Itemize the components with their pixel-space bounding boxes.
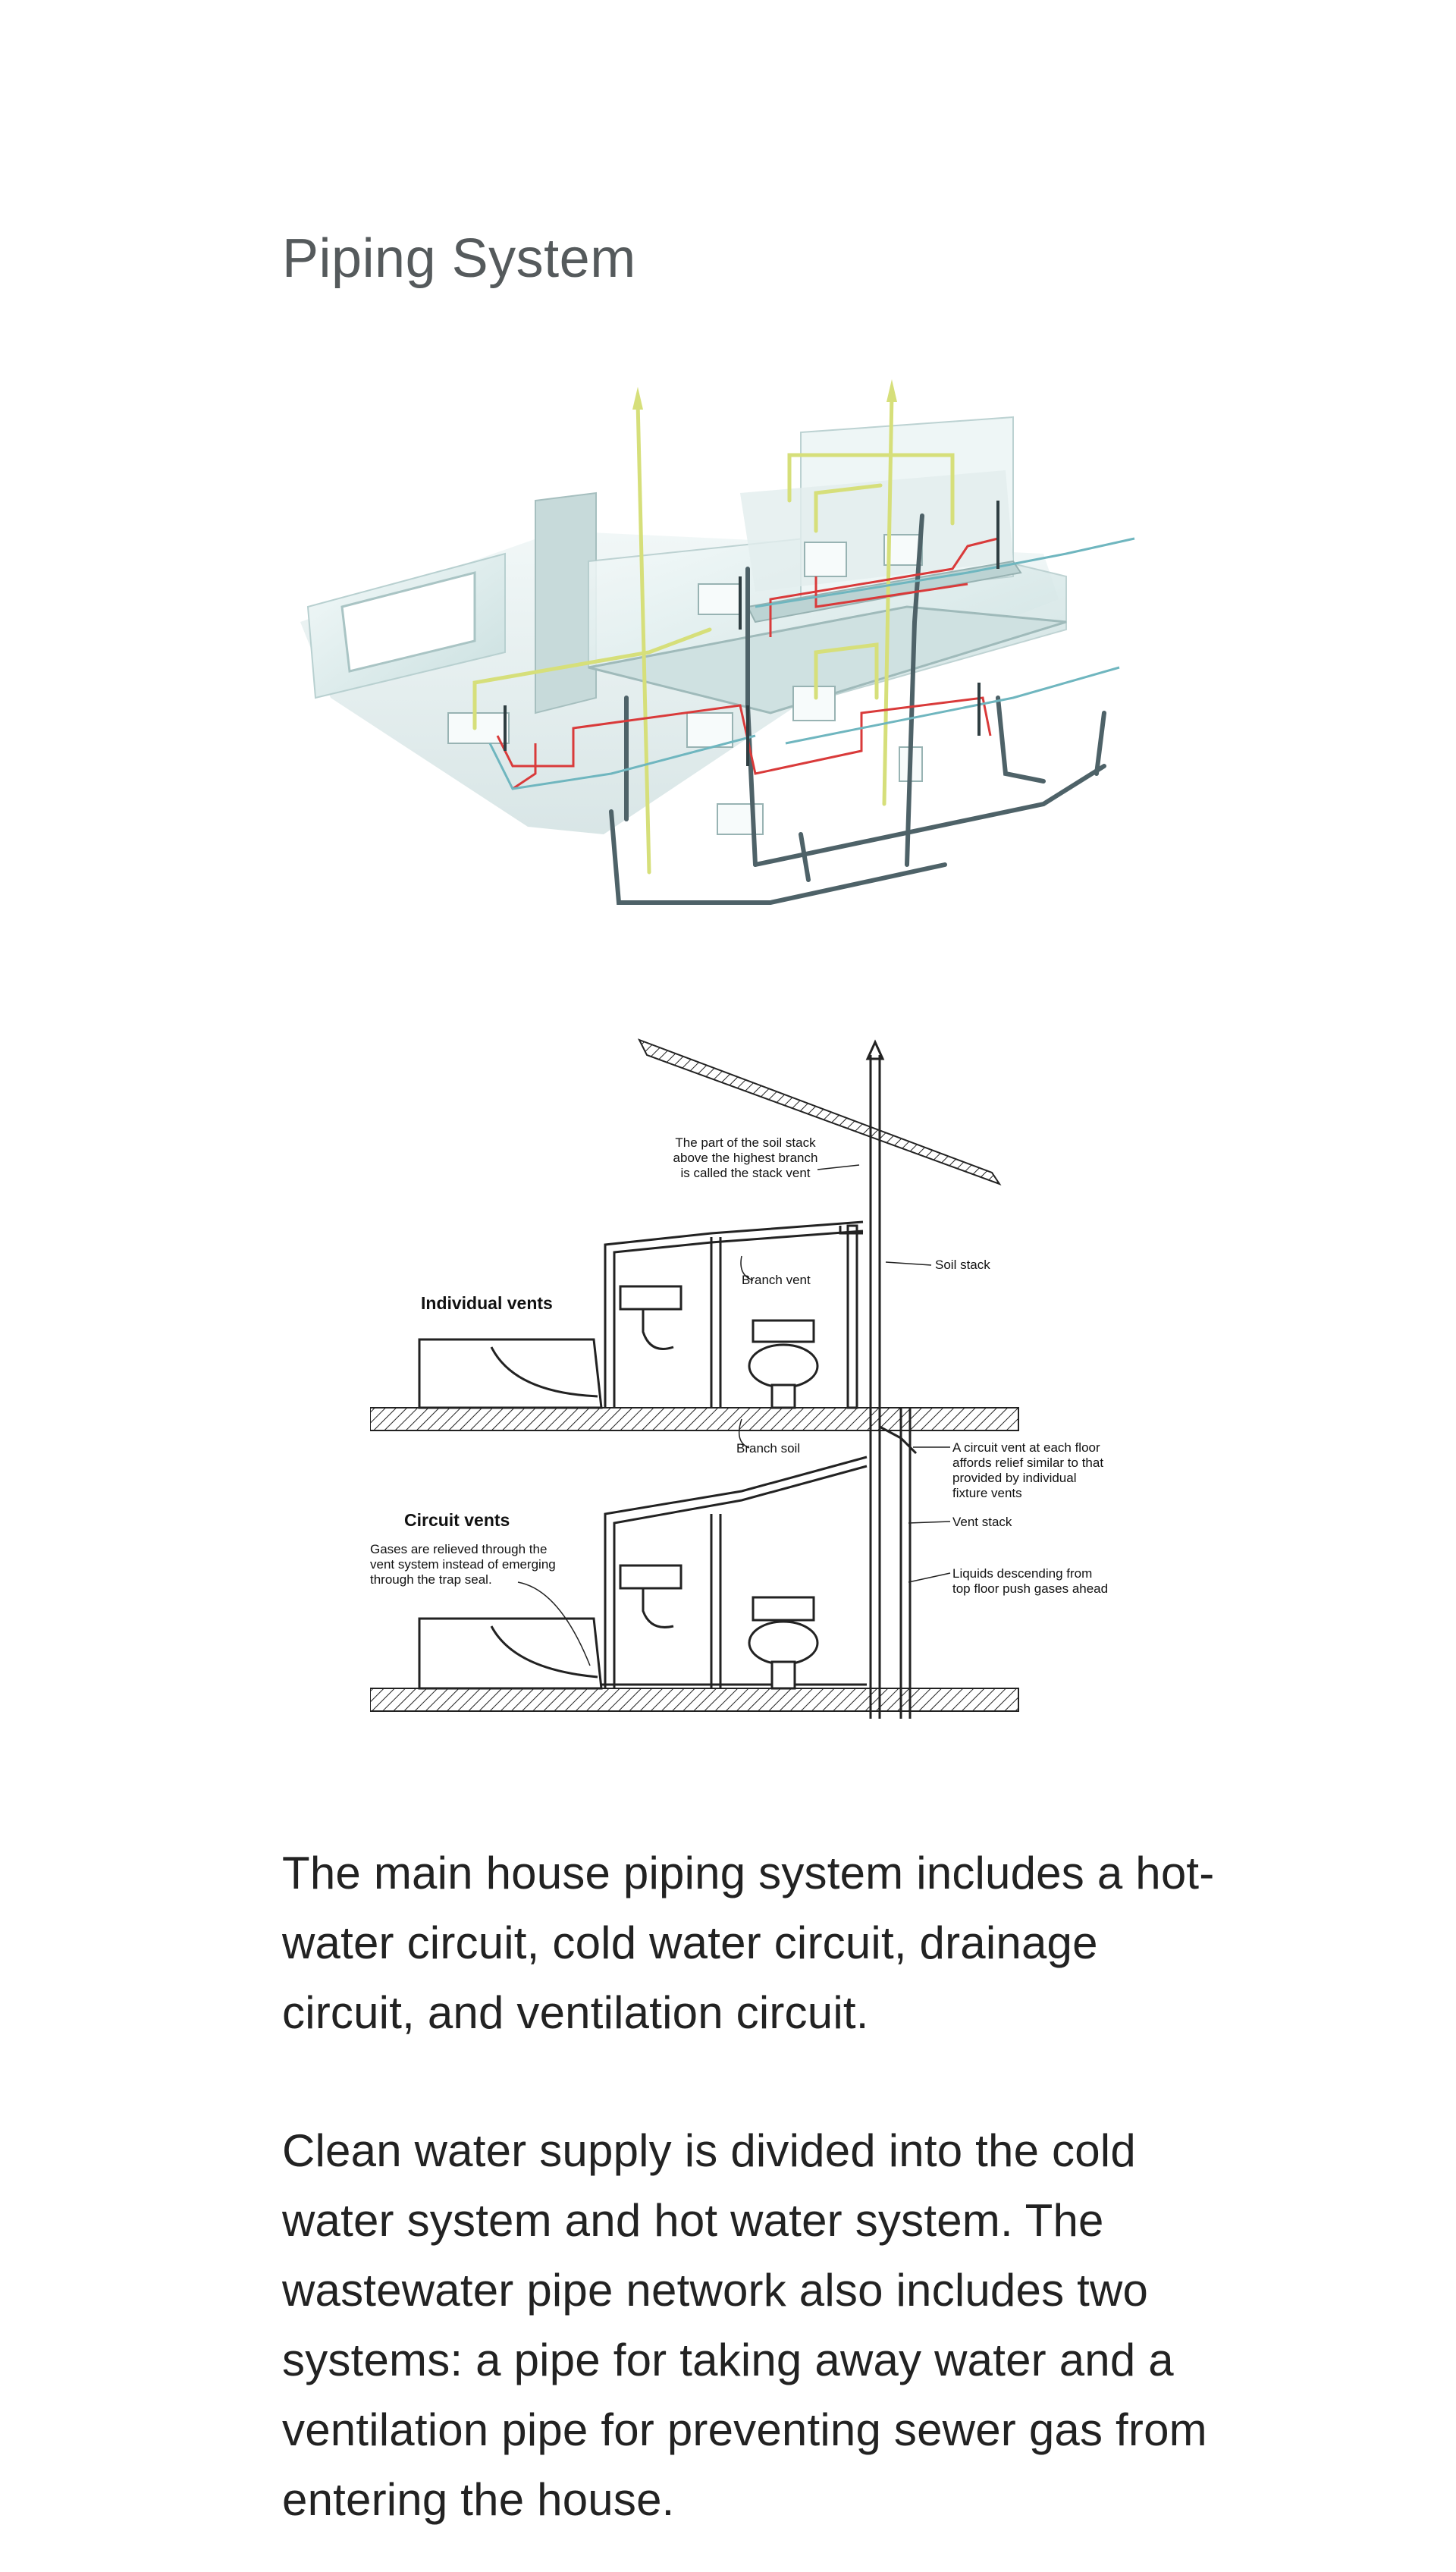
label-stack-vent-1: The part of the soil stack: [675, 1135, 816, 1150]
label-stack-vent-3: is called the stack vent: [680, 1166, 811, 1180]
label-gases-3: through the trap seal.: [370, 1572, 492, 1587]
label-circuit-vent-4: fixture vents: [952, 1486, 1022, 1500]
label-circuit-vent-3: provided by individual: [952, 1471, 1077, 1485]
intro-paragraph: The main house piping system includes a hot-water circuit, cold water circuit, drainage circuit, and ventilation circuit.: [282, 1848, 1215, 2038]
label-stack-vent-2: above the highest branch: [673, 1151, 818, 1165]
page-title: Piping System: [282, 228, 636, 289]
label-circuit-vent-1: A circuit vent at each floor: [952, 1440, 1100, 1455]
label-branch-vent: Branch vent: [742, 1273, 811, 1287]
label-liquids-2: top floor push gases ahead: [952, 1581, 1109, 1596]
label-gases-2: vent system instead of emerging: [370, 1557, 556, 1572]
label-branch-soil: Branch soil: [736, 1441, 801, 1456]
lower-floor-slab: [370, 1688, 1018, 1711]
label-circuit-vents: Circuit vents: [404, 1510, 510, 1530]
label-circuit-vent-2: affords relief similar to that: [952, 1456, 1104, 1470]
upper-floor-slab: [370, 1408, 1018, 1430]
label-individual-vents: Individual vents: [421, 1293, 553, 1313]
vent-system-section-diagram: [370, 983, 1136, 1719]
label-liquids-1: Liquids descending from: [952, 1566, 1093, 1581]
isometric-piping-illustration: [285, 379, 1210, 928]
label-soil-stack: Soil stack: [935, 1258, 990, 1272]
details-paragraph: Clean water supply is divided into the cold water system and hot water system. The wastewater pipe network also includes two systems: a pipe for taking away water and a ventilation pipe for preventing sewer gas from entering the house.: [282, 2125, 1207, 2525]
label-vent-stack: Vent stack: [952, 1515, 1012, 1529]
label-gases-1: Gases are relieved through the: [370, 1542, 548, 1556]
